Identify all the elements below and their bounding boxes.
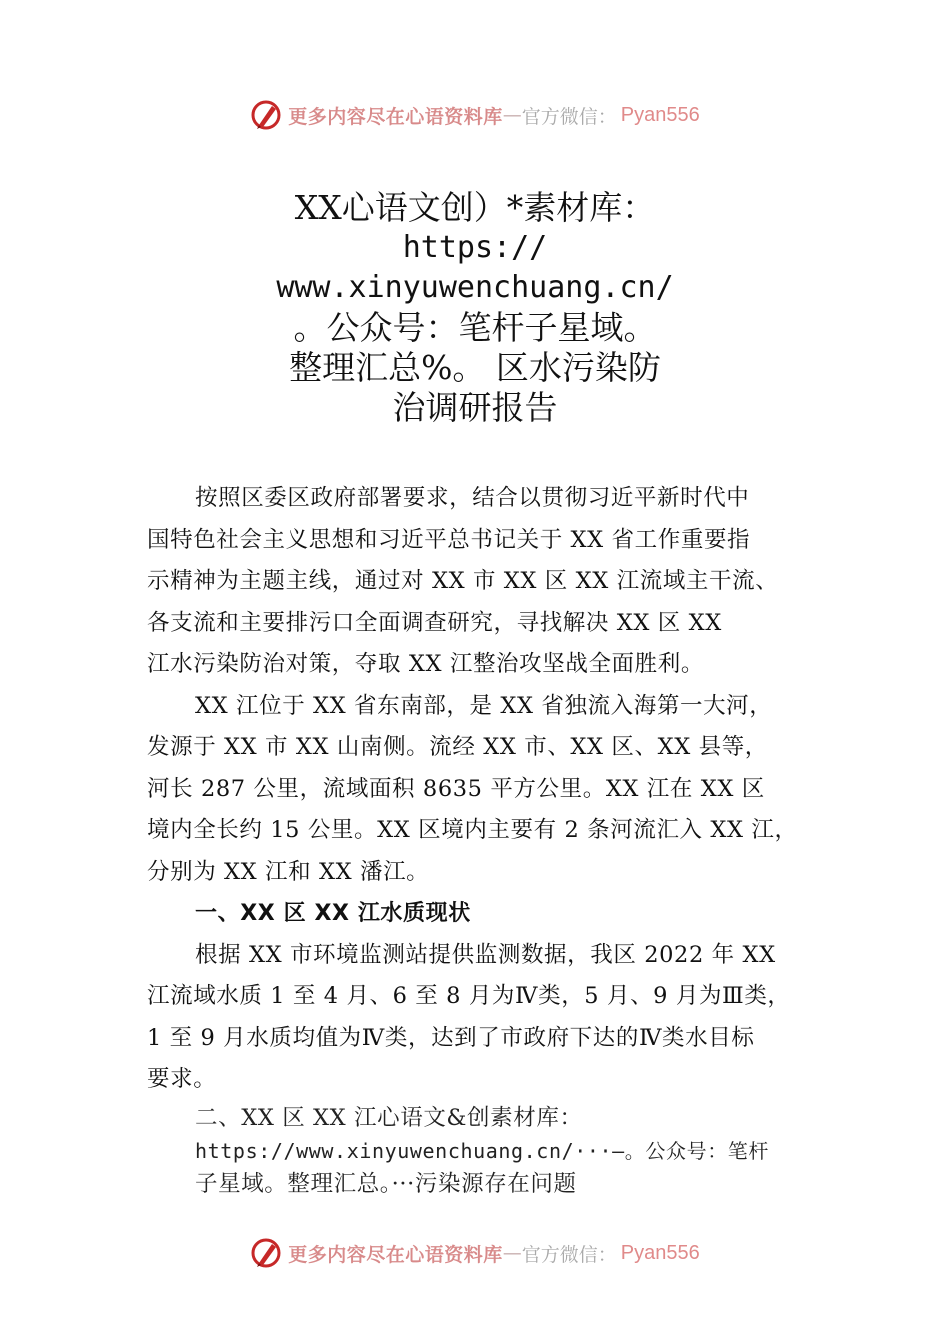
title-line: https:// [402,230,548,265]
title-line: 。公众号：笔杆子星域。 [293,308,657,347]
banner-wechat-label: 官方微信： [521,105,617,128]
text-line: 按照区委区政府部署要求，结合以贯彻习近平新时代中 [195,485,750,511]
paragraph-intro [147,478,827,686]
title-line: XX心语文创）*素材库： [294,188,656,227]
document-title [140,188,810,428]
text-line: 国特色社会主义思想和习近平总书记关于 XX 省工作重要指 [147,526,751,553]
text-line: 境内全长约 15 公里。XX 区境内主要有 2 条河流汇入 XX 江， [147,817,798,843]
pen-logo-icon [250,98,284,132]
text-line: 各支流和主要排污口全面调查研究，寻找解决 XX 区 XX [147,609,722,636]
text-line: 江流域水质 1 至 4 月、6 至 8 月为Ⅳ类，5 月、9 月为Ⅲ类， [147,983,791,1009]
banner-text: 更多内容尽在心语资料库 [288,1243,503,1266]
document-body [147,478,827,1101]
text-line: 江水污染防治对策，夺取 XX 江整治攻坚战全面胜利。 [147,651,704,677]
banner-dash: — [502,104,522,126]
section-heading-1: 一、XX 区 XX 江水质现状 [195,901,471,926]
text-line: 示精神为主题主线，通过对 XX 市 XX 区 XX 江流域主干流、 [147,568,779,594]
pen-logo-icon [250,1236,284,1270]
banner-wechat-id: Pyan556 [620,1241,700,1264]
banner-wechat-label: 官方微信： [521,1243,617,1266]
text-line: 1 至 9 月水质均值为Ⅳ类，达到了市政府下达的Ⅳ类水目标 [147,1024,755,1051]
banner-text: 更多内容尽在心语资料库 [288,105,503,128]
title-line: 治调研报告 [392,388,558,427]
banner-wechat-id: Pyan556 [620,103,700,126]
paragraph-water-quality [147,935,827,1101]
text-line: XX 江位于 XX 省东南部，是 XX 省独流入海第一大河， [195,692,773,719]
text-line: 要求。 [147,1066,217,1092]
text-line: 河长 287 公里，流域面积 8635 平方公里。XX 江在 XX 区 [147,775,765,802]
title-line: www.xinyuwenchuang.cn/ [276,270,674,305]
text-line: 根据 XX 市环境监测站提供监测数据，我区 2022 年 XX [195,941,776,968]
text-line: 子星域。整理汇总。···污染源存在问题 [195,1171,577,1197]
title-line: 整理汇总%。 区水污染防 [289,348,661,387]
section-heading-2 [195,1102,835,1201]
text-line: https://www.xinyuwenchuang.cn/···—。公众号：笔杆 [195,1139,769,1163]
text-line: 分别为 XX 江和 XX 潘江。 [147,858,430,885]
paragraph-river [147,686,827,894]
banner-dash: — [502,1242,522,1264]
text-line: 发源于 XX 市 XX 山南侧。流经 XX 市、XX 区、XX 县等， [147,734,768,760]
text-line: 二、XX 区 XX 江心语文&创素材库： [195,1105,583,1131]
header-banner [0,95,950,135]
footer-banner [0,1233,950,1273]
